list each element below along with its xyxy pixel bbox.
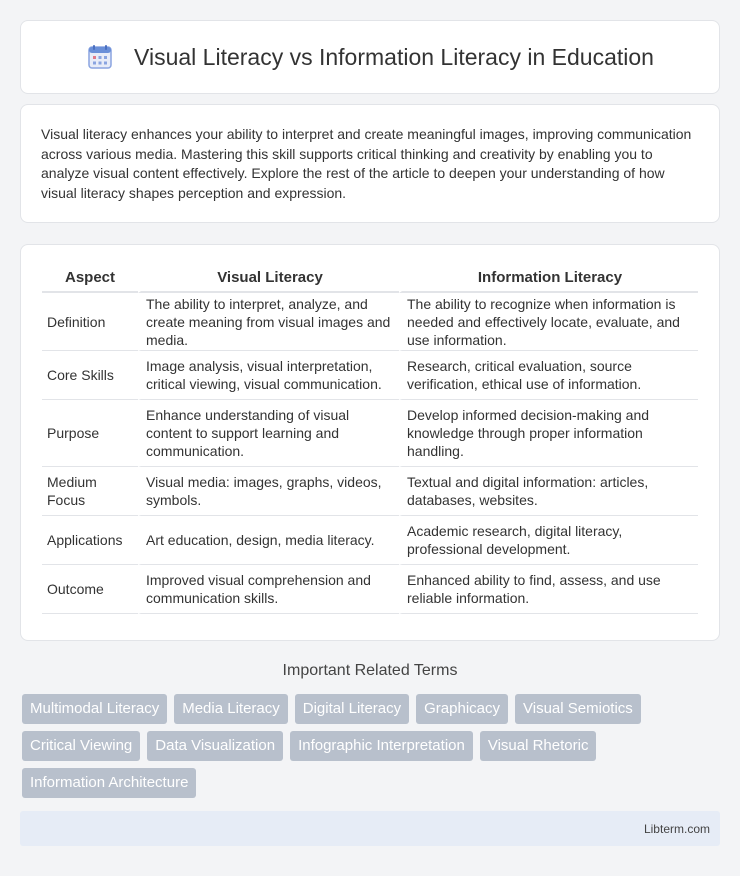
cell-aspect: Outcome [42,565,138,614]
calendar-icon [86,43,114,71]
cell-information: Textual and digital information: articles, databases, websites. [399,467,698,516]
footer [20,811,720,846]
cell-information: Academic research, digital literacy, professional development. [399,516,698,565]
tag-visual-semiotics[interactable]: Visual Semiotics [515,694,641,724]
cell-aspect: Core Skills [42,351,138,400]
table-row [42,565,698,614]
tag-data-visualization[interactable]: Data Visualization [147,731,283,761]
table-row [42,516,698,565]
cell-visual: Art education, design, media literacy. [138,516,399,565]
cell-visual: Enhance understanding of visual content to support learning and communication. [138,400,399,467]
table-row [42,351,698,400]
cell-information: Enhanced ability to find, assess, and use reliable information. [399,565,698,614]
table-header-row [42,265,698,293]
cell-visual: Image analysis, visual interpretation, critical viewing, visual communication. [138,351,399,400]
cell-aspect: Definition [42,293,138,351]
cell-visual: The ability to interpret, analyze, and create meaning from visual images and media. [138,293,399,351]
table-row [42,400,698,467]
cell-information: Research, critical evaluation, source verification, ethical use of information. [399,351,698,400]
tag-infographic-interpretation[interactable]: Infographic Interpretation [290,731,473,761]
header-information-literacy: Information Literacy [399,265,698,293]
cell-aspect: Purpose [42,400,138,467]
tag-critical-viewing[interactable]: Critical Viewing [22,731,140,761]
table-row [42,293,698,351]
tag-digital-literacy[interactable]: Digital Literacy [295,694,409,724]
page-title: Visual Literacy vs Information Literacy in Education [134,43,654,70]
intro-card [20,104,720,223]
cell-aspect: Applications [42,516,138,565]
related-terms-title: Important Related Terms [282,662,458,679]
tag-visual-rhetoric[interactable]: Visual Rhetoric [480,731,597,761]
cell-visual: Visual media: images, graphs, videos, symbols. [138,467,399,516]
tag-media-literacy[interactable]: Media Literacy [174,694,288,724]
cell-information: The ability to recognize when information is needed and effectively locate, evaluate, and use information. [399,293,698,351]
tag-multimodal-literacy[interactable]: Multimodal Literacy [22,694,167,724]
cell-information: Develop informed decision-making and knowledge through proper information handling. [399,400,698,467]
intro-paragraph: Visual literacy enhances your ability to interpret and create meaningful images, improving communication across various media. Mastering this skill supports critical thinking and creativity by enabling you to analyze visual content effectively. Explore the rest of the article to deepen your understanding of how visual literacy shapes perception and expression. [41,126,692,201]
footer-site-link[interactable]: Libterm.com [643,821,710,836]
comparison-table [42,265,698,614]
header-aspect: Aspect [42,265,138,293]
tag-information-architecture[interactable]: Information Architecture [22,768,196,798]
cell-aspect: Medium Focus [42,467,138,516]
header-card [20,20,720,94]
comparison-table-card [20,244,720,641]
cell-visual: Improved visual comprehension and communication skills. [138,565,399,614]
tag-graphicacy[interactable]: Graphicacy [416,694,508,724]
related-terms-tags [22,694,722,798]
table-row [42,467,698,516]
header-visual-literacy: Visual Literacy [138,265,399,293]
